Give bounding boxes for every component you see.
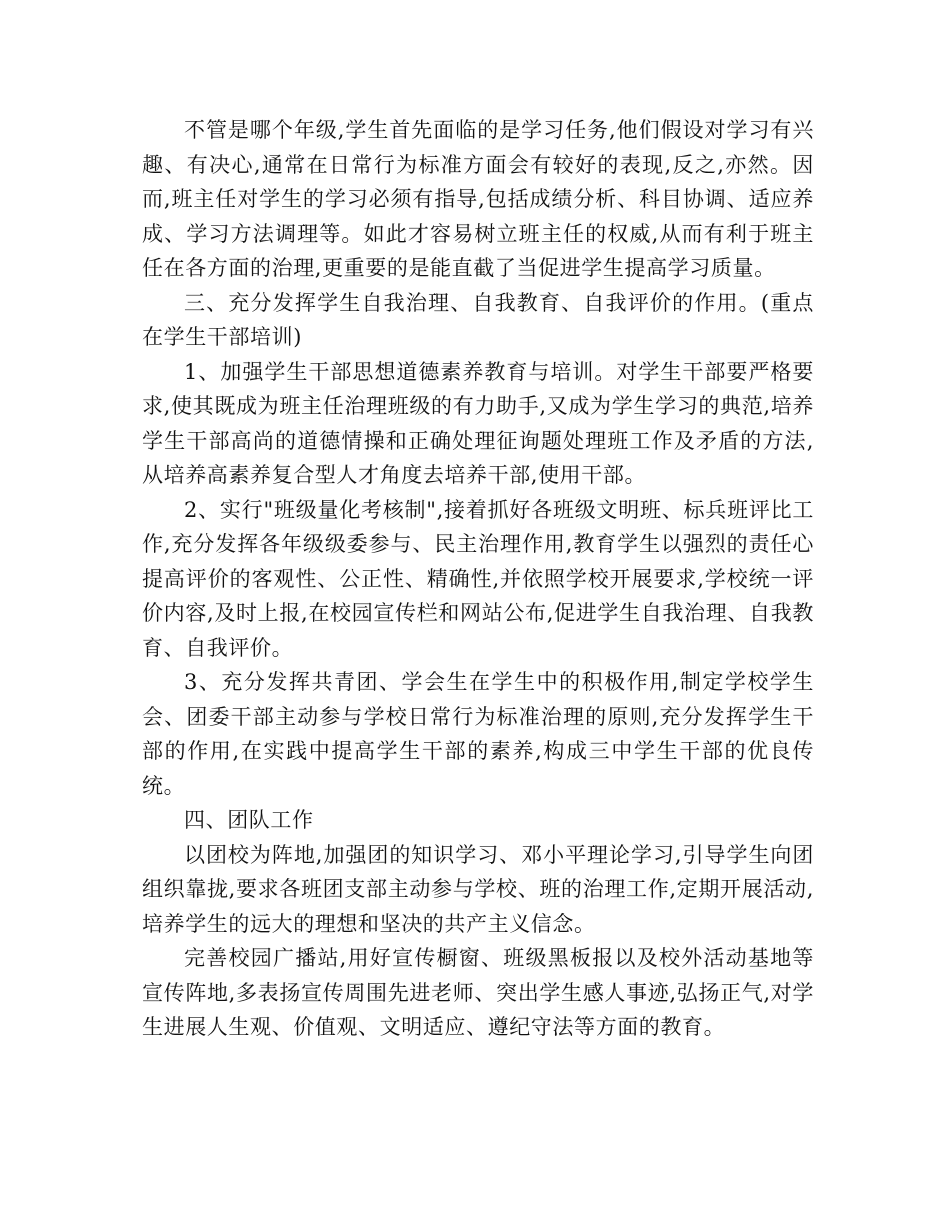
paragraph-league-school: 以团校为阵地,加强团的知识学习、邓小平理论学习,引导学生向团组织靠拢,要求各班团支部主动参与学校、班的治理工作,定期开展活动,培养学生的远大的理想和坚决的共产主义信念。 (142, 842, 814, 936)
section-heading-self-management: 三、充分发挥学生自我治理、自我教育、自我评价的作用。(重点在学生干部培训) (142, 290, 814, 349)
paragraph-study-guidance: 不管是哪个年级,学生首先面临的是学习任务,他们假设对学习有兴趣、有决心,通常在日常行为标准方面会有较好的表现,反之,亦然。因而,班主任对学生的学习必须有指导,包括成绩分析、科目协调、适应养成、学习方法调理等。如此才容易树立班主任的权威,从而有利于班主任在各方面的治理,更重要的是能直截了当促进学生提高学习质量。 (142, 118, 814, 280)
paragraph-item-2-class-assessment: 2、实行"班级量化考核制",接着抓好各班级文明班、标兵班评比工作,充分发挥各年级级委参与、民主治理作用,教育学生以强烈的责任心提高评价的客观性、公正性、精确性,并依照学校开展要求,学校统一评价内容,及时上报,在校园宣传栏和网站公布,促进学生自我治理、自我教育、自我评价。 (142, 497, 814, 660)
paragraph-campus-broadcast: 完善校园广播站,用好宣传橱窗、班级黑板报以及校外活动基地等宣传阵地,多表扬宣传周围先进老师、突出学生感人事迹,弘扬正气,对学生进展人生观、价值观、文明适应、遵纪守法等方面的教育。 (142, 946, 814, 1039)
paragraph-item-3-youth-league: 3、充分发挥共青团、学会生在学生中的积极作用,制定学校学生会、团委干部主动参与学校日常行为标准治理的原则,充分发挥学生干部的作用,在实践中提高学生干部的素养,构成三中学生干部的优良传统。 (142, 670, 814, 798)
paragraph-item-1-cadre-training: 1、加强学生干部思想道德素养教育与培训。对学生干部要严格要求,使其既成为班主任治理班级的有力助手,又成为学生学习的典范,培养学生干部高尚的道德情操和正确处理征询题处理班工作及矛盾的方法,从培养高素养复合型人才角度去培养干部,使用干部。 (142, 359, 814, 487)
document-body (142, 113, 814, 1045)
section-heading-team-work: 四、团队工作 (184, 808, 314, 832)
